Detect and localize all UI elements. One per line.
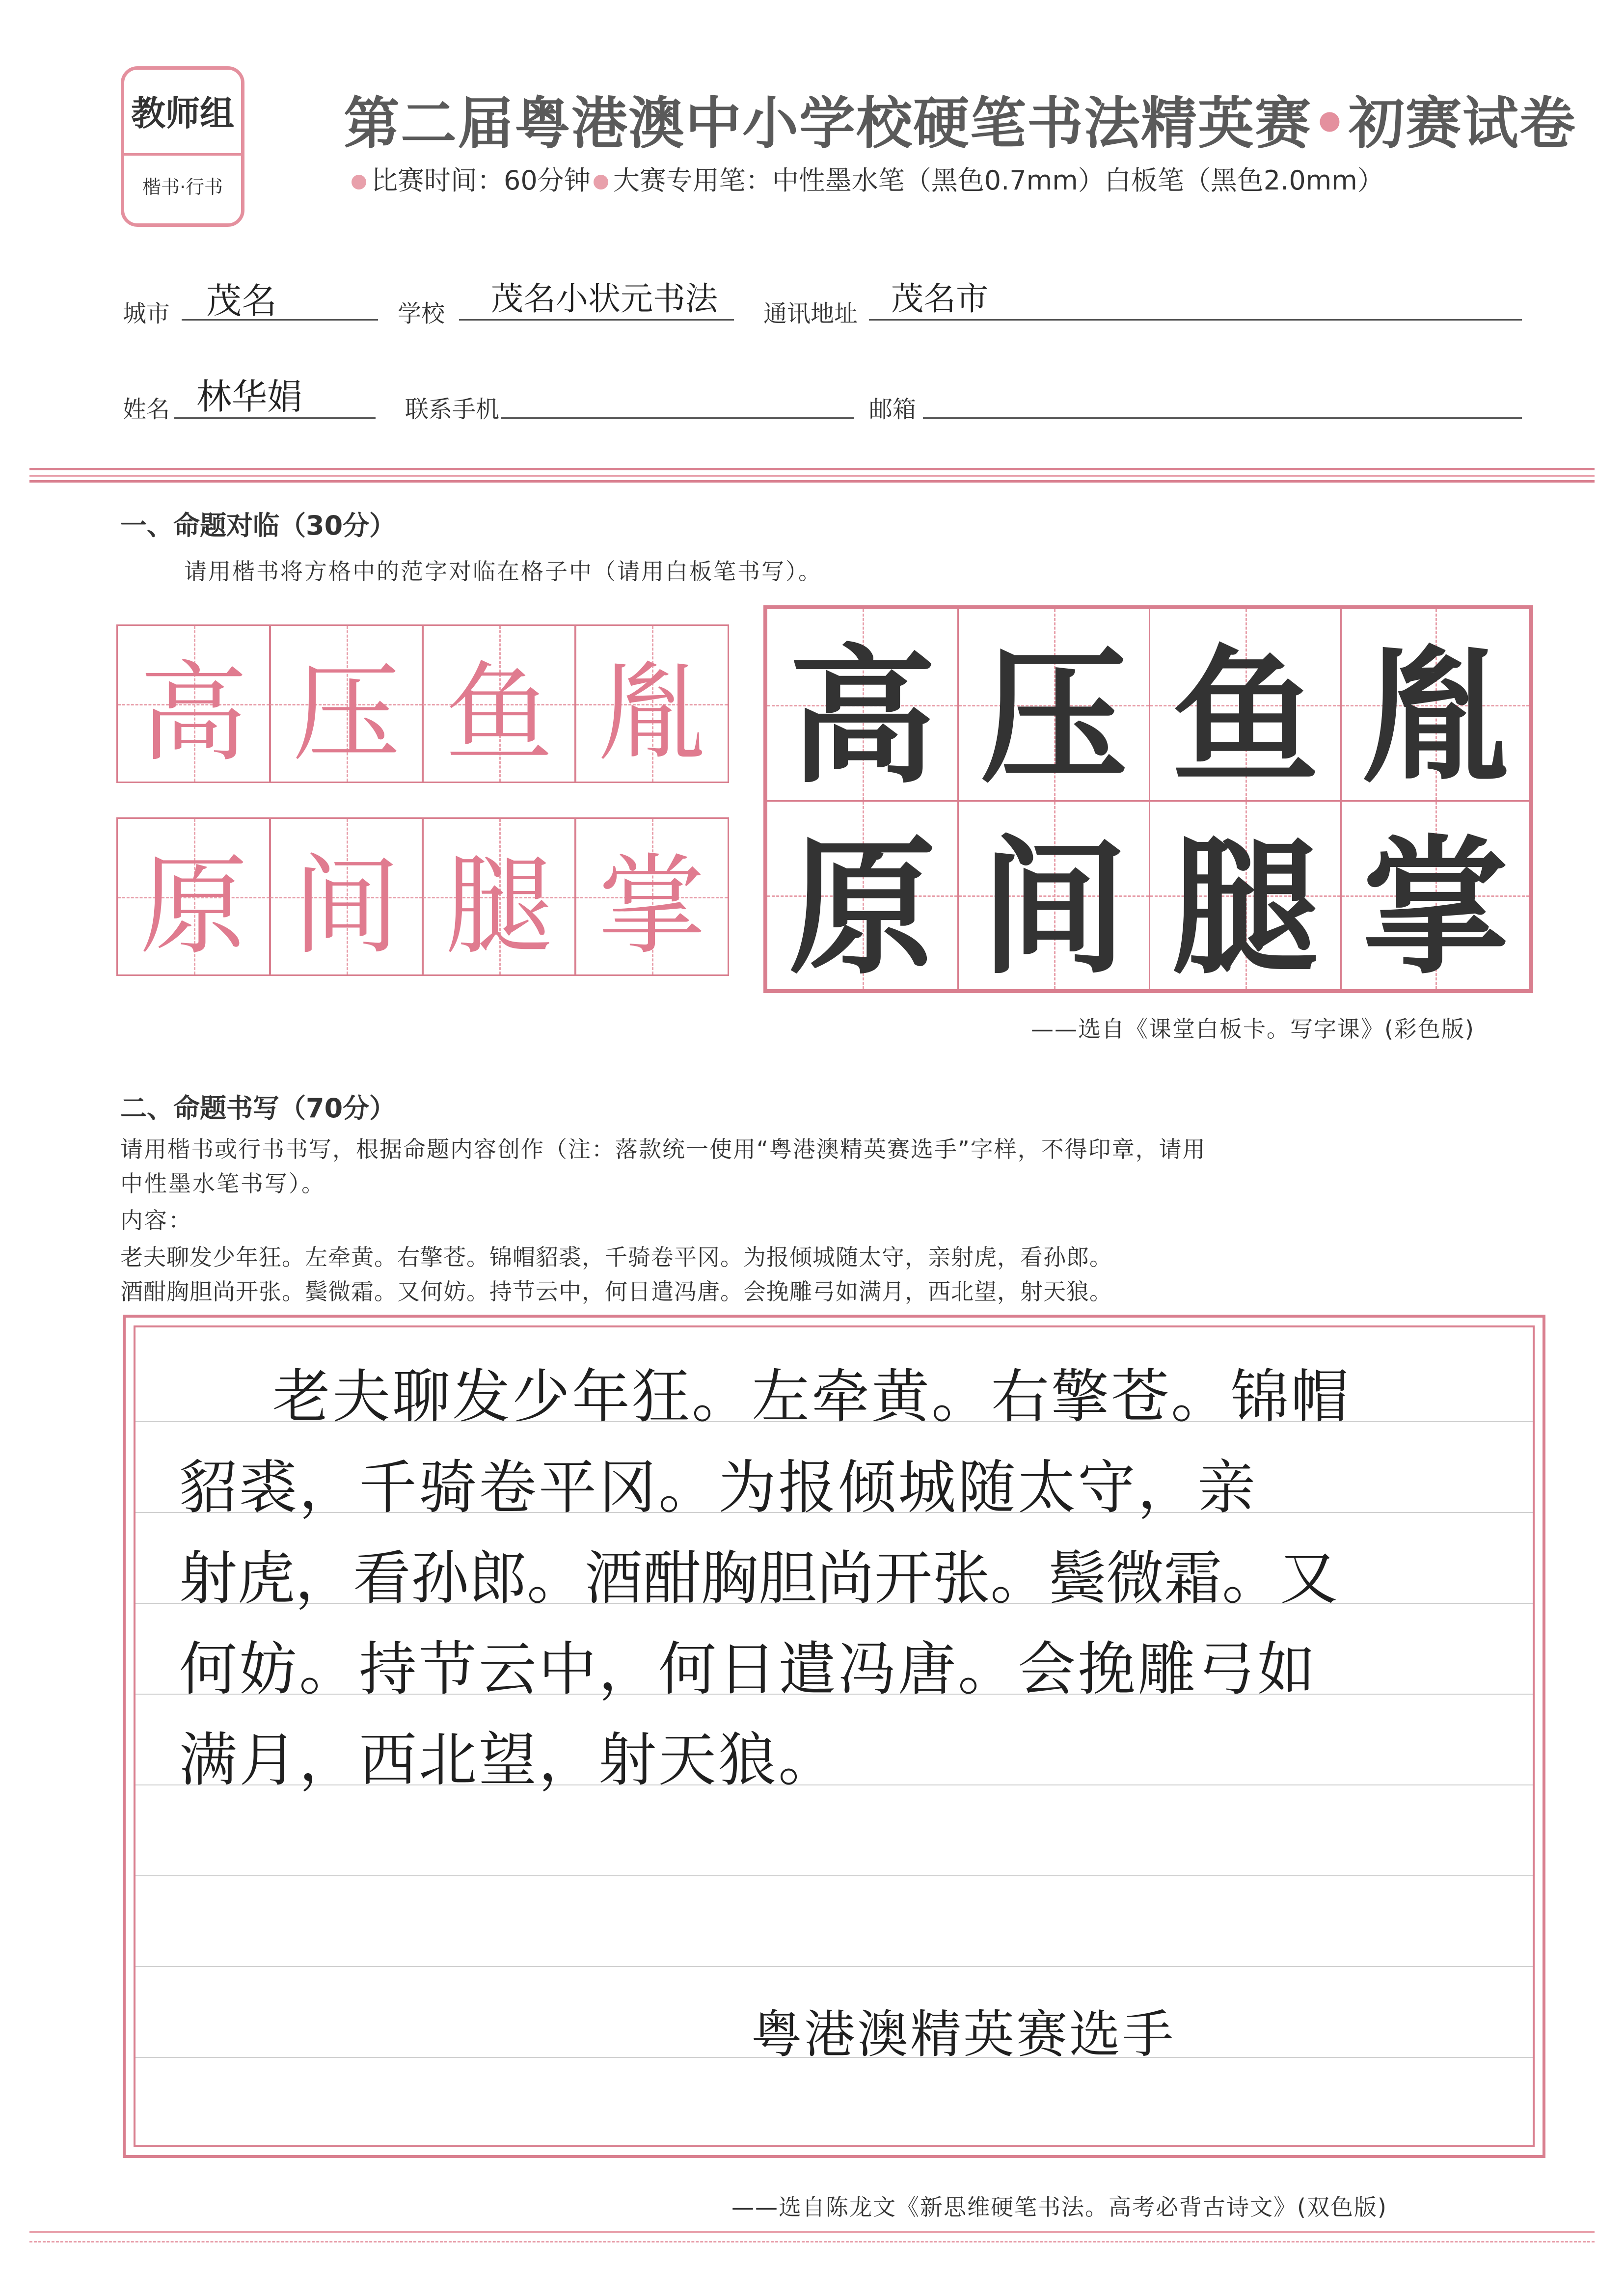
practice-cell[interactable]: 腿 <box>422 817 576 976</box>
practice-cell[interactable]: 胤 <box>574 624 729 783</box>
city-value: 茂名 <box>206 280 277 322</box>
practice-cell[interactable]: 掌 <box>574 817 729 976</box>
writing-line <box>135 1966 1533 1967</box>
footer-band <box>29 2231 1595 2233</box>
model-cell: 间 <box>957 800 1150 991</box>
address-field-line[interactable] <box>869 319 1522 321</box>
phone-label: 联系手机 <box>405 396 500 423</box>
handwriting-line: 貂裘，千骑卷平冈。为报倾城随太守，亲 <box>179 1454 1258 1521</box>
handwriting-line: 老夫聊发少年狂。左牵黄。右擎苍。锦帽 <box>272 1363 1351 1431</box>
city-label: 城市 <box>123 300 170 327</box>
model-cell: 压 <box>957 608 1150 802</box>
name-value: 林华娟 <box>196 376 303 417</box>
email-field-line[interactable] <box>923 417 1522 419</box>
section2-instruction-line1: 请用楷书或行书书写，根据命题内容创作（注：落款统一使用“粤港澳精英赛选手”字样，不得印章，请用 <box>120 1136 1206 1162</box>
writing-line <box>135 1875 1533 1876</box>
address-value: 茂名市 <box>891 280 988 318</box>
badge-subtitle: 楷书·行书 <box>142 176 223 198</box>
model-cell: 原 <box>766 800 959 991</box>
practice-grid-row1 <box>116 624 729 783</box>
section1-source: ——选自《课堂白板卡。写字课》(彩色版) <box>1031 1016 1475 1042</box>
separator-band-mid <box>29 475 1595 477</box>
separator-band-top <box>29 468 1595 470</box>
section1-instruction: 请用楷书将方格中的范字对临在格子中（请用白板笔书写）。 <box>184 558 822 585</box>
model-cell: 鱼 <box>1149 608 1342 802</box>
practice-cell[interactable]: 高 <box>116 624 271 783</box>
content-label: 内容： <box>120 1207 192 1234</box>
school-label: 学校 <box>398 300 445 327</box>
pink-bullet-icon <box>352 175 366 189</box>
handwriting-line: 何妨。持节云中，何日遣冯唐。会挽雕弓如 <box>179 1635 1318 1703</box>
signature: 粤港澳精英赛选手 <box>751 2004 1176 2064</box>
content-line1: 老夫聊发少年狂。左牵黄。右擎苍。锦帽貂裘，千骑卷平冈。为报倾城随太守，亲射虎，看孙郎。 <box>120 1244 1112 1270</box>
model-cell: 掌 <box>1340 800 1531 991</box>
separator-band-bottom <box>29 480 1595 483</box>
pink-bullet-icon <box>594 175 608 189</box>
section2-heading: 二、命题书写（70分） <box>120 1093 396 1124</box>
practice-cell[interactable]: 间 <box>269 817 424 976</box>
badge-title: 教师组 <box>131 93 234 134</box>
model-cell: 胤 <box>1340 608 1531 802</box>
school-field-line[interactable] <box>459 319 734 321</box>
school-value: 茂名小状元书法 <box>491 280 718 318</box>
exam-info-line: 比赛时间：60分钟 大赛专用笔：中性墨水笔（黑色0.7mm）白板笔（黑色2.0mm） <box>349 160 1384 197</box>
model-grid <box>763 605 1533 993</box>
handwriting-line: 满月，西北望，射天狼。 <box>179 1726 839 1794</box>
section2-instruction-line2: 中性墨水笔书写）。 <box>120 1170 325 1197</box>
model-cell: 腿 <box>1149 800 1342 991</box>
email-label: 邮箱 <box>869 396 917 423</box>
page-title: 第二届粤港澳中小学校硬笔书法精英赛•初赛试卷 <box>344 91 1576 156</box>
section2-source: ——选自陈龙文《新思维硬笔书法。高考必背古诗文》(双色版) <box>731 2194 1387 2220</box>
practice-cell[interactable]: 原 <box>116 817 271 976</box>
practice-cell[interactable]: 鱼 <box>422 624 576 783</box>
title-separator-dot: • <box>1312 91 1349 156</box>
footer-band-dashed <box>29 2241 1595 2242</box>
name-label: 姓名 <box>123 396 170 423</box>
section1-heading: 一、命题对临（30分） <box>120 510 396 541</box>
phone-field-line[interactable] <box>501 417 854 419</box>
content-line2: 酒酣胸胆尚开张。鬓微霜。又何妨。持节云中，何日遣冯唐。会挽雕弓如满月，西北望，射天狼。 <box>120 1278 1112 1305</box>
address-label: 通讯地址 <box>763 300 858 327</box>
model-cell: 高 <box>766 608 959 802</box>
practice-cell[interactable]: 压 <box>269 624 424 783</box>
handwriting-line: 射虎，看孙郎。酒酣胸胆尚开张。鬓微霜。又 <box>179 1544 1338 1612</box>
practice-grid-row2 <box>116 817 729 976</box>
